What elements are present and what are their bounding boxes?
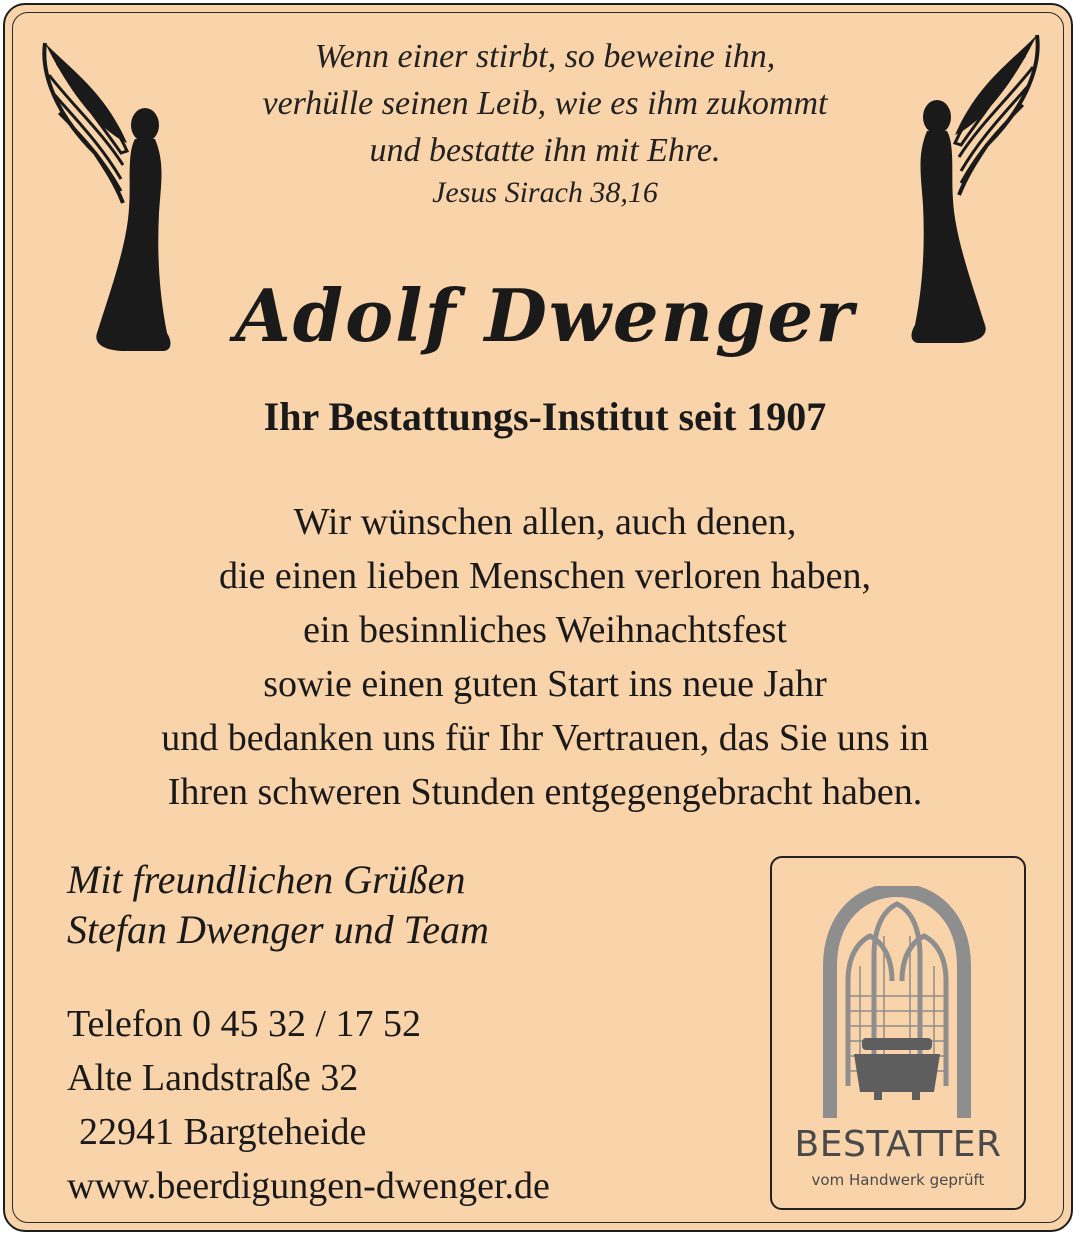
message-line: Wir wünschen allen, auch denen,	[293, 501, 797, 543]
message-line: Ihren schweren Stunden entgegengebracht haben.	[167, 771, 923, 813]
contact-block	[67, 997, 550, 1213]
badge-title: BESTATTER	[794, 1124, 1002, 1165]
message-line: sowie einen guten Start ins neue Jahr	[263, 663, 827, 705]
bestatter-badge	[770, 856, 1026, 1210]
badge-subtitle: vom Handwerk geprüft	[811, 1171, 985, 1189]
website-link[interactable]: www.beerdigungen-dwenger.de	[67, 1165, 550, 1207]
message-line: die einen lieben Menschen verloren haben,	[218, 555, 872, 597]
greeting-line: Stefan Dwenger und Team	[67, 907, 489, 952]
church-window-coffin-icon	[822, 886, 972, 1118]
company-tagline: Ihr Bestattungs-Institut seit 1907	[263, 394, 827, 439]
greeting-line: Mit freundlichen Grüßen	[67, 857, 466, 902]
message-line: und bedanken uns für Ihr Vertrauen, das Sie uns in	[161, 717, 929, 759]
closing-greeting	[67, 855, 489, 955]
bible-quote	[155, 33, 935, 174]
quote-line: Wenn einer stirbt, so beweine ihn,	[314, 38, 776, 75]
quote-line: verhülle seinen Leib, wie es ihm zukommt	[262, 85, 828, 122]
holiday-message	[45, 495, 1045, 819]
street-address: Alte Landstraße 32	[67, 1057, 359, 1099]
quote-source: Jesus Sirach 38,16	[432, 176, 658, 209]
city-address: 22941 Bargteheide	[79, 1111, 367, 1153]
quote-line: und bestatte ihn mit Ehre.	[369, 132, 721, 169]
message-line: ein besinnliches Weihnachtsfest	[303, 609, 787, 651]
phone-number: Telefon 0 45 32 / 17 52	[67, 1003, 422, 1045]
company-name: Adolf Dwenger	[234, 273, 856, 358]
advertisement-card	[3, 3, 1073, 1232]
